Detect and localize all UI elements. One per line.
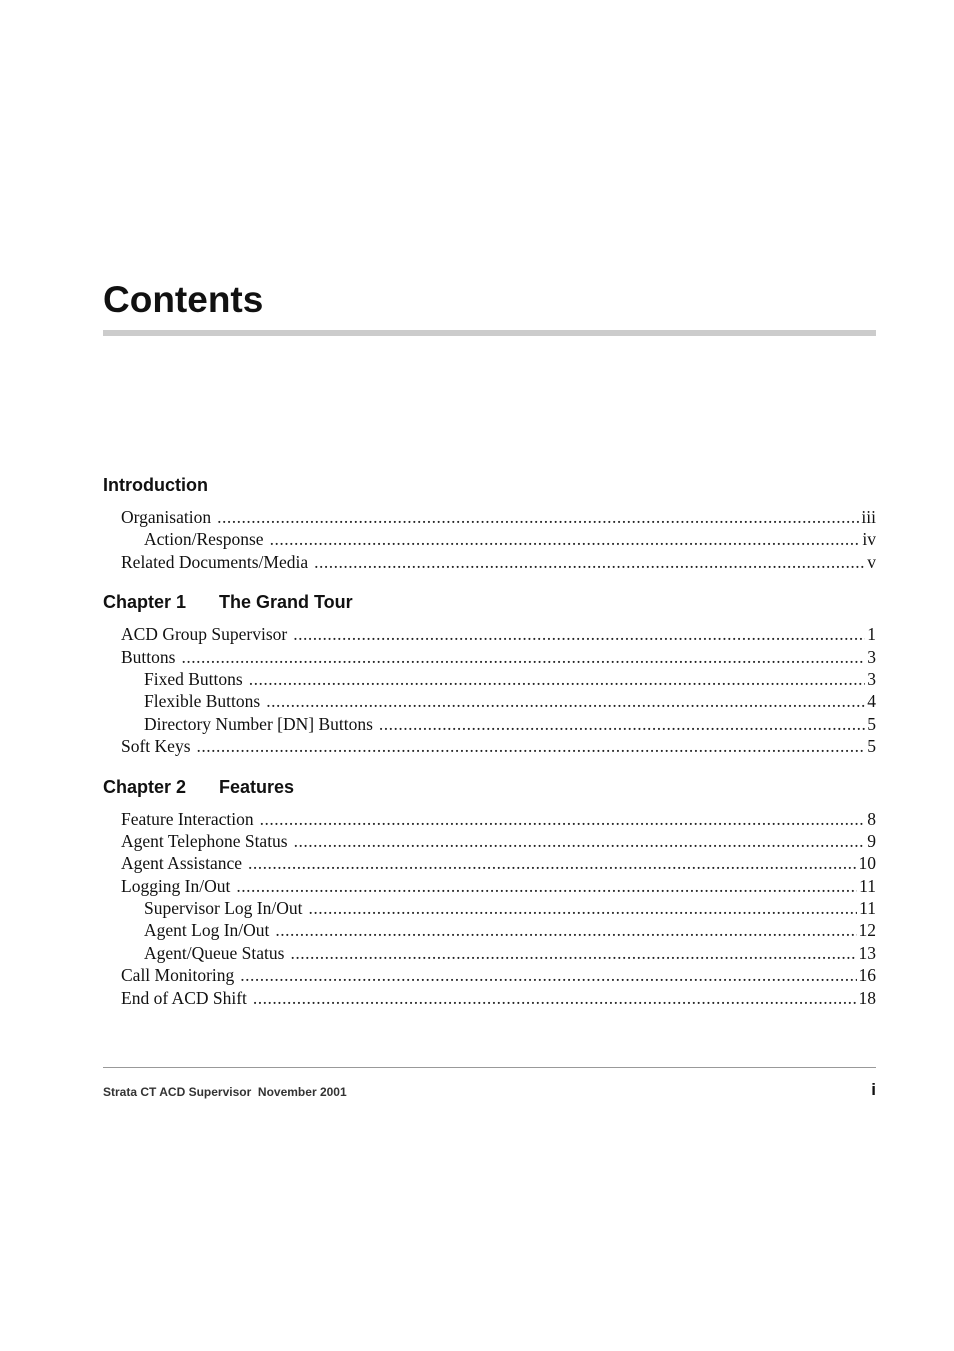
dot-leader (266, 690, 865, 712)
toc-entry-page: 4 (867, 691, 876, 712)
section-heading (103, 472, 876, 498)
toc-entry-page: 10 (858, 853, 876, 874)
toc-entry-page: 13 (858, 942, 876, 963)
dot-leader (240, 964, 856, 986)
toc-entry[interactable] (103, 668, 876, 690)
dot-leader (379, 713, 865, 735)
toc-entry[interactable] (103, 506, 876, 528)
toc-entry-list (103, 808, 876, 1010)
toc-entry[interactable] (103, 987, 876, 1009)
toc-entry[interactable] (103, 551, 876, 573)
toc-entry[interactable] (103, 942, 876, 964)
toc-entry-label: Agent Telephone Status (121, 830, 288, 851)
toc-entry[interactable] (103, 875, 876, 897)
dot-leader (314, 551, 865, 573)
toc-entry-label: Directory Number [DN] Buttons (144, 713, 373, 734)
toc-entry-page: 8 (867, 808, 876, 829)
dot-leader (260, 808, 866, 830)
toc-entry-page: 5 (867, 713, 876, 734)
section-name: The Grand Tour (219, 592, 353, 613)
toc-entry-page: 1 (867, 624, 876, 645)
toc-entry-label: Organisation (121, 507, 212, 527)
toc-entry[interactable] (103, 735, 876, 757)
toc-entry[interactable] (103, 852, 876, 874)
toc-entry[interactable] (103, 830, 876, 852)
dot-leader (290, 942, 856, 964)
toc-entry-page: 16 (858, 965, 876, 986)
toc-entry[interactable] (103, 623, 876, 645)
chapter-number: Chapter 1 (103, 592, 187, 613)
toc-entry-page: 11 (859, 875, 876, 896)
toc-entry-label: End of ACD Shift (121, 987, 247, 1008)
dot-leader (249, 668, 866, 690)
toc-entry[interactable] (103, 919, 876, 941)
page-title: Contents (103, 279, 264, 320)
section-heading (103, 589, 876, 615)
table-of-contents (103, 472, 876, 1025)
toc-entry-page: v (867, 551, 876, 572)
dot-leader (293, 623, 865, 645)
toc-entry-list (103, 506, 876, 573)
footer-divider (103, 1067, 876, 1068)
toc-entry[interactable] (103, 897, 876, 919)
toc-section (103, 589, 876, 757)
dot-leader (275, 919, 856, 941)
toc-entry[interactable] (103, 528, 876, 550)
toc-entry-label: Buttons (121, 646, 176, 667)
toc-entry-list (103, 623, 876, 757)
toc-entry-label: Agent/Queue Status (144, 942, 285, 963)
toc-entry-label: Agent Assistance (121, 853, 243, 874)
toc-entry-page: 18 (858, 987, 876, 1008)
toc-entry-page: 12 (858, 920, 876, 941)
toc-entry-label: Logging In/Out (121, 875, 231, 896)
toc-entry[interactable] (103, 690, 876, 712)
toc-entry-label: Agent Log In/Out (144, 920, 270, 941)
toc-entry-label: Fixed Buttons (144, 668, 243, 689)
toc-entry-page: iv (862, 529, 876, 550)
title-divider (103, 330, 876, 336)
toc-section (103, 472, 876, 573)
toc-entry[interactable] (103, 646, 876, 668)
toc-entry-page: iii (861, 507, 876, 527)
toc-entry-page: 3 (867, 668, 876, 689)
dot-leader (294, 830, 866, 852)
dot-leader (253, 987, 857, 1009)
toc-entry-page: 9 (867, 830, 876, 851)
toc-entry-label: Soft Keys (121, 736, 191, 757)
toc-entry-label: Related Documents/Media (121, 551, 309, 572)
footer-page-number: i (871, 1080, 876, 1099)
toc-entry-page: 5 (867, 736, 876, 757)
toc-entry-label: Flexible Buttons (144, 691, 261, 712)
dot-leader (197, 735, 866, 757)
toc-entry-page: 11 (859, 898, 876, 919)
section-heading (103, 774, 876, 800)
toc-entry[interactable] (103, 964, 876, 986)
section-name: Introduction (103, 475, 208, 495)
toc-entry-label: Supervisor Log In/Out (144, 898, 303, 919)
toc-entry[interactable] (103, 713, 876, 735)
toc-entry-label: Action/Response (144, 529, 264, 550)
dot-leader (308, 897, 857, 919)
toc-entry-label: ACD Group Supervisor (121, 624, 288, 645)
toc-section (103, 774, 876, 1010)
toc-entry-label: Call Monitoring (121, 965, 235, 986)
chapter-number: Chapter 2 (103, 776, 187, 797)
section-name: Features (219, 776, 295, 797)
dot-leader (217, 506, 859, 528)
dot-leader (236, 875, 857, 897)
toc-entry-label: Feature Interaction (121, 808, 254, 829)
footer-text: Strata CT ACD Supervisor November 2001 (103, 1085, 347, 1099)
dot-leader (248, 852, 856, 874)
dot-leader (270, 528, 861, 550)
toc-entry-page: 3 (867, 646, 876, 667)
toc-entry[interactable] (103, 808, 876, 830)
dot-leader (181, 646, 865, 668)
